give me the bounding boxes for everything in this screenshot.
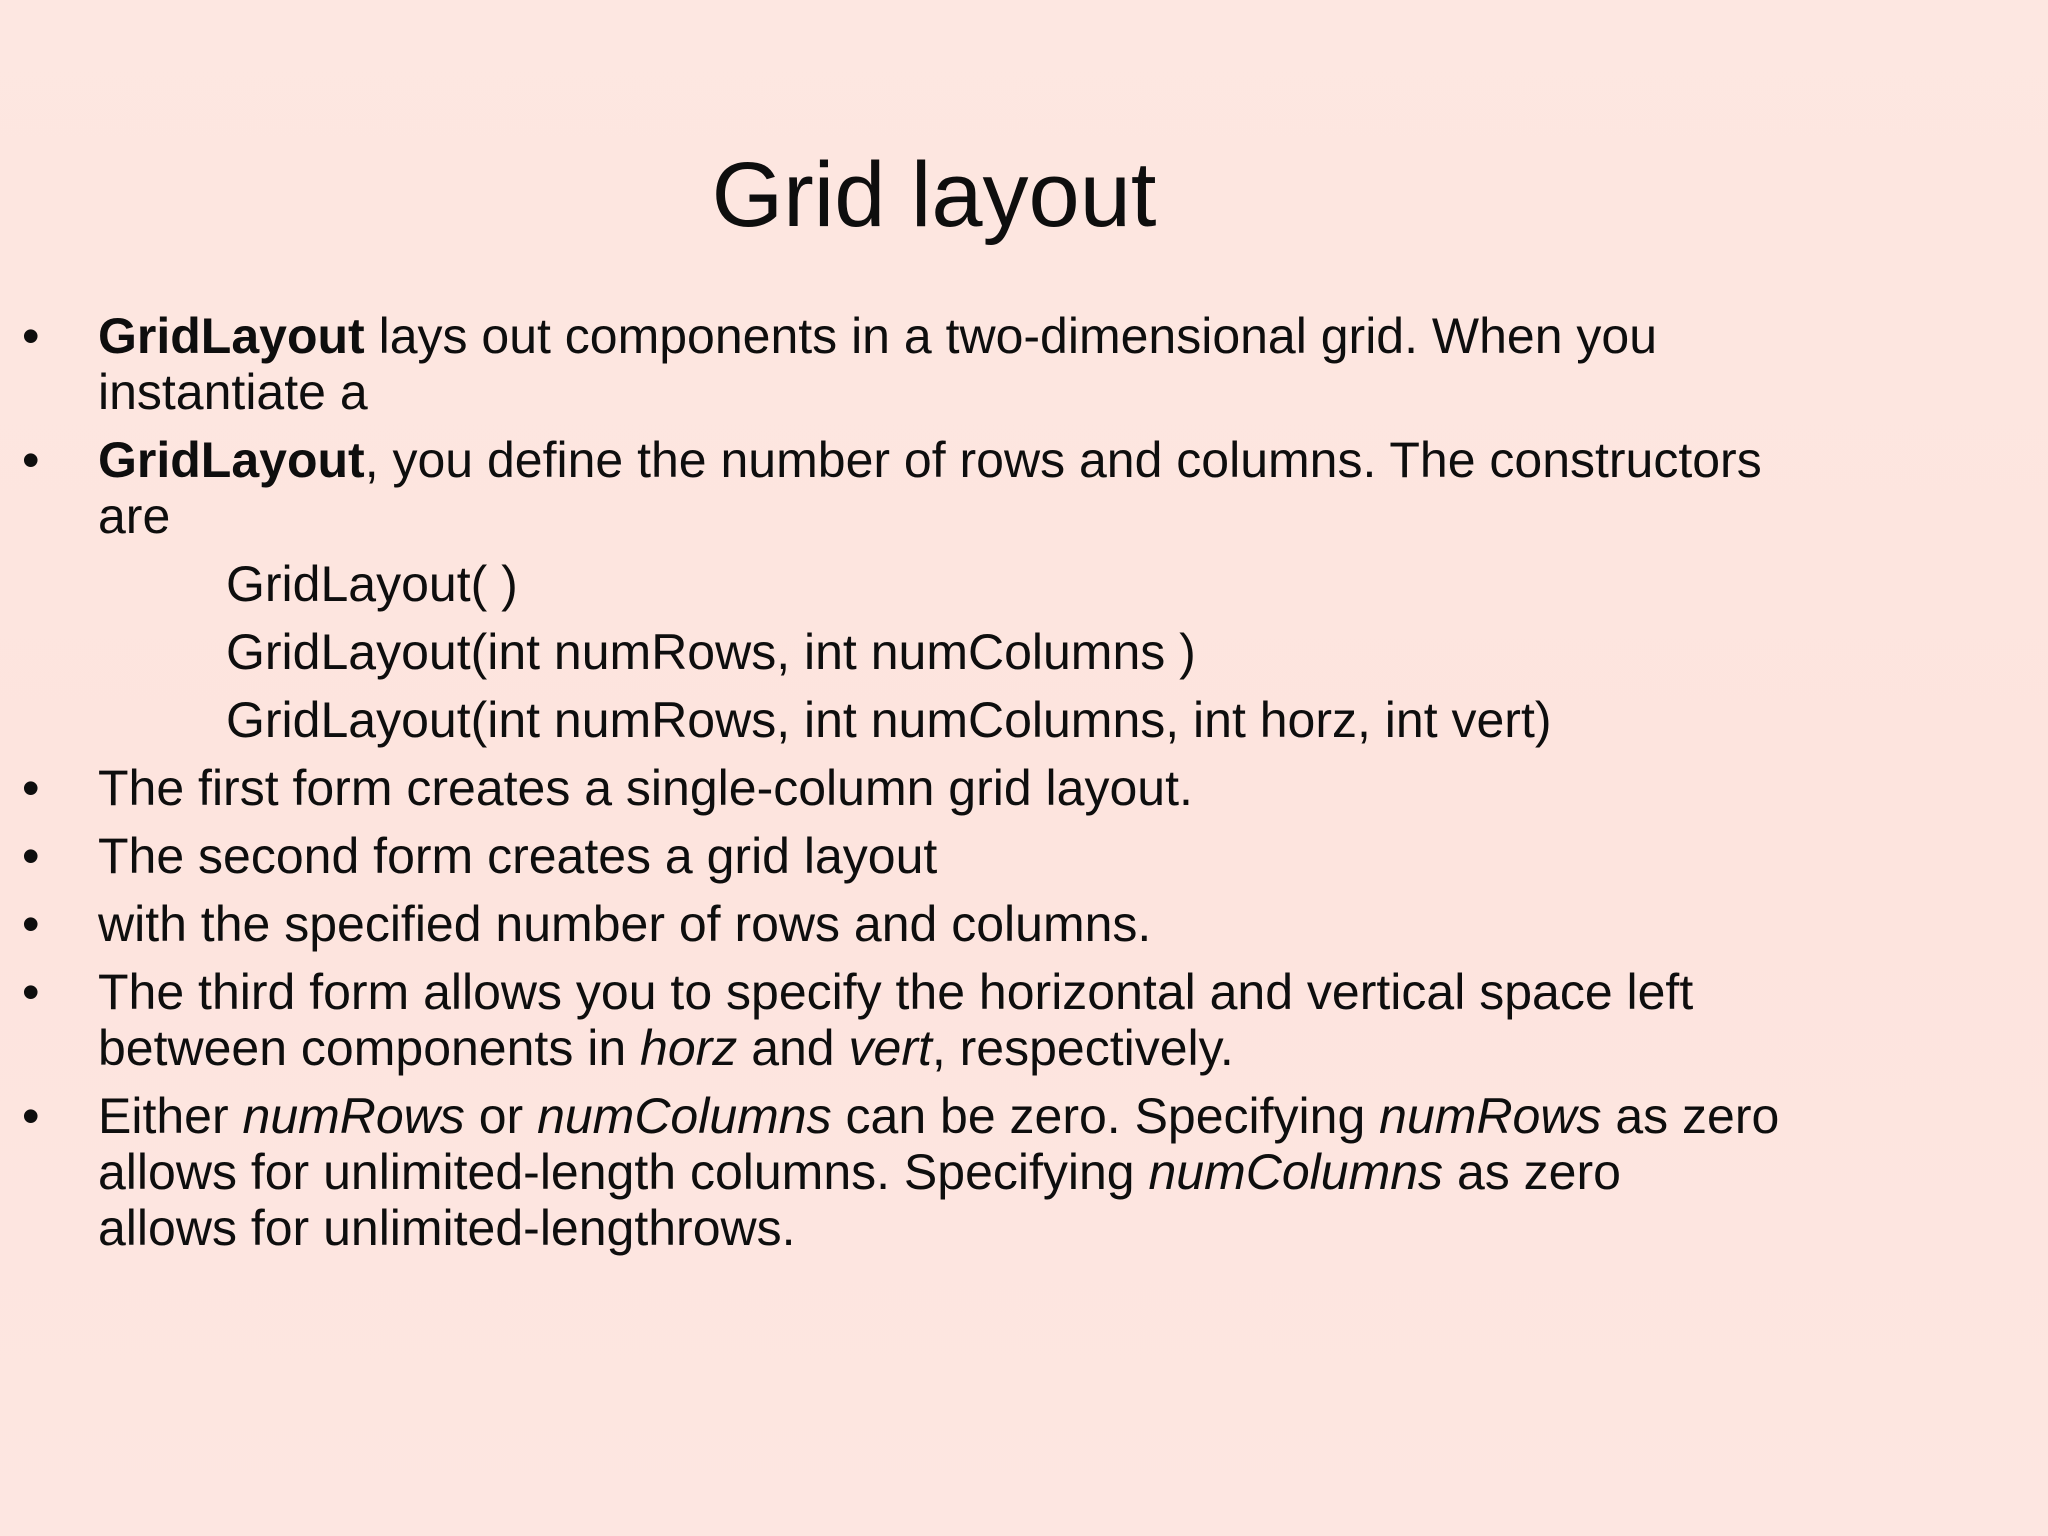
bullet-text: , you define the number of rows and columns. The constructors [364,432,1762,488]
bullet-italic-term: numColumns [537,1088,832,1144]
constructor-line: GridLayout(int numRows, int numColumns ) [226,624,1196,680]
bullet-item [22,432,1982,544]
bullet-icon: • [22,760,40,816]
bullet-italic-term: horz [640,1020,738,1076]
bullet-line [98,308,1982,364]
bullet-item [22,760,1982,816]
bullet-text: The second form creates a grid layout [98,828,938,884]
bullet-text: Either [98,1088,243,1144]
bullet-icon: • [22,896,40,952]
bullet-italic-term: numColumns [1148,1144,1444,1200]
slide-title: Grid layout [711,144,1157,246]
bullet-icon: • [22,964,40,1020]
bullet-text: , respectively. [931,1020,1234,1076]
bullet-text: The first form creates a single-column grid layout. [98,760,1193,816]
bullet-text: between components in [98,1020,641,1076]
bullet-item [22,828,1982,884]
constructor-line: GridLayout(int numRows, int numColumns, int horz, int vert) [226,692,1552,748]
bullet-text: as zero [1443,1144,1621,1200]
bullet-list [22,308,1982,1256]
bullet-line: are [98,488,171,544]
bullet-text: allows for unlimited-length columns. Specifying [98,1144,1149,1200]
bullet-text: as zero [1601,1088,1780,1144]
bullet-line [98,1144,1982,1200]
bullet-line [98,432,1982,488]
bullet-item [22,896,1982,952]
bullet-line: instantiate a [98,364,368,420]
bullet-text: can be zero. Specifying [831,1088,1380,1144]
bullet-italic-term: numRows [242,1088,465,1144]
constructor-line: GridLayout( ) [226,556,518,612]
bullet-italic-term: vert [848,1020,932,1076]
bullet-line: The third form allows you to specify the horizontal and vertical space left [98,964,1694,1020]
bullet-italic-term: numRows [1379,1088,1602,1144]
bullet-text: or [464,1088,538,1144]
bullet-bold-term: GridLayout [98,432,365,488]
bullet-icon: • [22,432,40,488]
bullet-item [22,308,1982,420]
bullet-item [22,964,1982,1076]
bullet-text: lays out components in a two-dimensional grid. When you [364,308,1658,364]
bullet-line [98,1020,1982,1076]
bullet-icon: • [22,1088,40,1144]
bullet-line [98,1088,1982,1144]
bullet-item [22,1088,1982,1256]
bullet-text: with the specified number of rows and columns. [98,896,1152,952]
bullet-icon: • [22,308,40,364]
bullet-line: allows for unlimited-lengthrows. [98,1200,796,1256]
bullet-icon: • [22,828,40,884]
bullet-text: and [737,1020,849,1076]
bullet-bold-term: GridLayout [98,308,365,364]
